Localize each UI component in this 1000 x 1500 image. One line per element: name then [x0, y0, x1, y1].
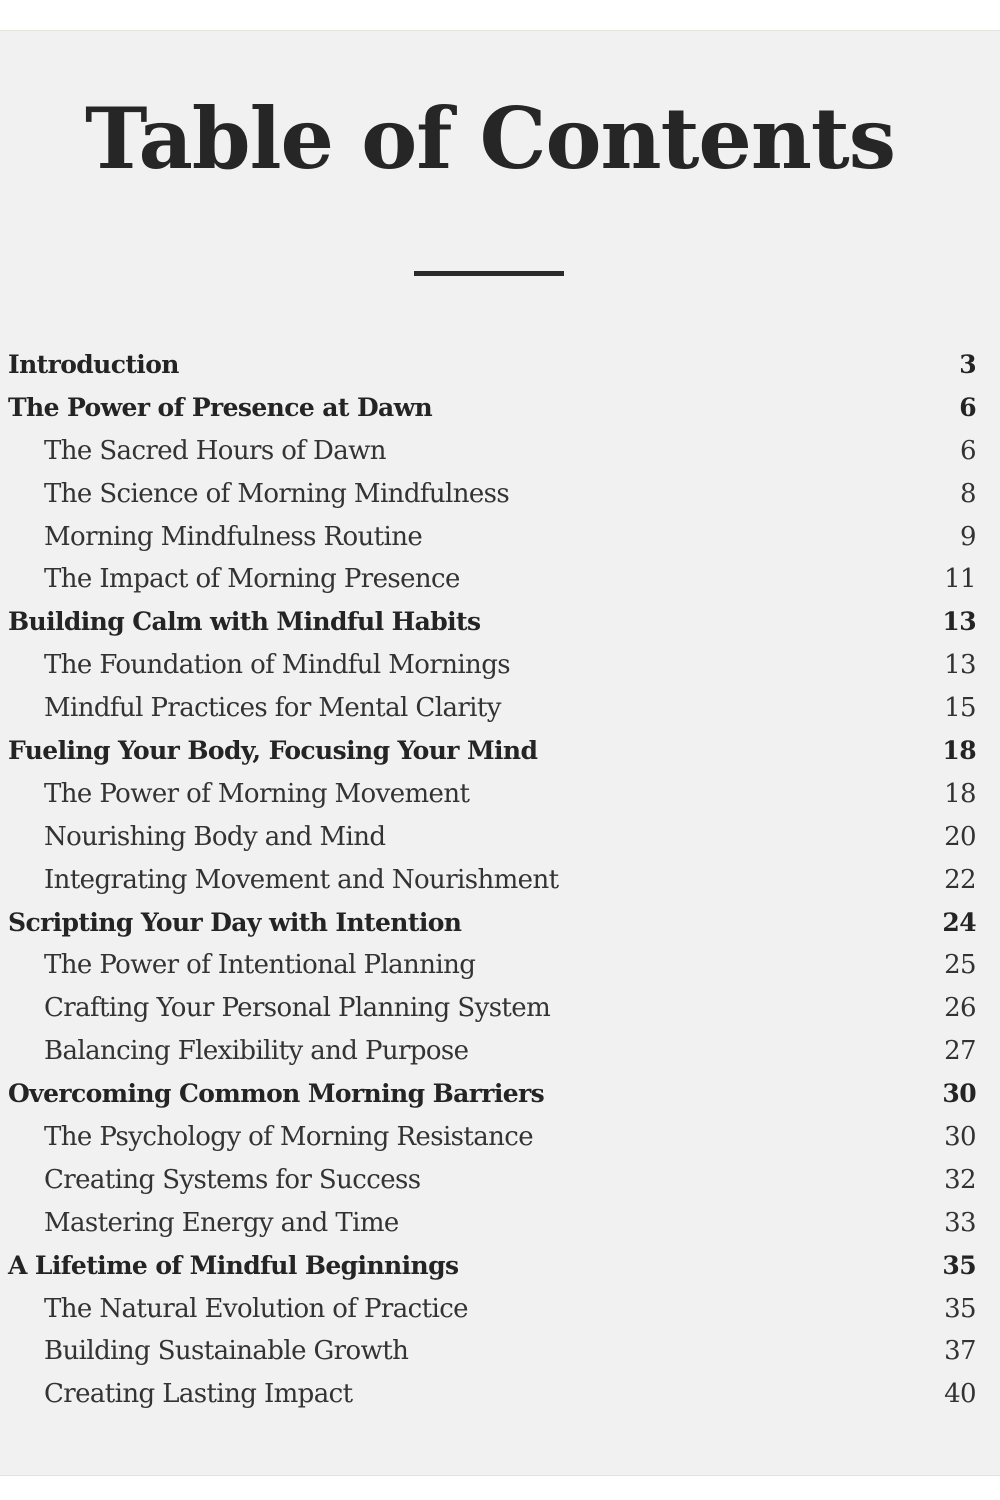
toc-chapter-entry	[8, 387, 976, 430]
toc-entry-title: A Lifetime of Mindful Beginnings	[8, 1250, 459, 1280]
toc-section-entry	[8, 944, 976, 987]
toc-section-entry	[8, 773, 976, 816]
toc-page-number: 32	[944, 1164, 976, 1195]
toc-entry-title: Integrating Movement and Nourishment	[44, 864, 559, 895]
toc-chapter-entry	[8, 601, 976, 644]
toc-section-entry	[8, 987, 976, 1030]
toc-page-number: 6	[960, 435, 976, 466]
toc-section-entry	[8, 430, 976, 473]
toc-page-number: 30	[942, 1079, 976, 1109]
toc-page-number: 8	[960, 478, 976, 509]
toc-entry-title: Introduction	[8, 350, 179, 379]
toc-page-number: 27	[944, 1036, 976, 1067]
toc-entry-title: Scripting Your Day with Intention	[8, 907, 462, 937]
toc-section-entry	[8, 1288, 976, 1331]
toc-entry-title: The Foundation of Mindful Mornings	[44, 650, 510, 681]
toc-entry-title: Morning Mindfulness Routine	[44, 521, 423, 552]
toc-entry-title: Crafting Your Personal Planning System	[44, 993, 551, 1024]
toc-section-entry	[8, 644, 976, 687]
toc-page-number: 35	[942, 1250, 976, 1280]
toc-section-entry	[8, 816, 976, 859]
toc-entry-title: Building Calm with Mindful Habits	[8, 607, 481, 637]
toc-page-number: 9	[960, 521, 976, 552]
toc-page-number: 37	[944, 1336, 976, 1367]
toc-page-number: 15	[944, 693, 976, 724]
toc-section-entry	[8, 516, 976, 559]
title-divider	[414, 271, 564, 276]
toc-section-entry	[8, 1202, 976, 1245]
toc-page-number: 33	[944, 1207, 976, 1238]
toc-chapter-entry	[8, 730, 976, 773]
toc-chapter-entry	[8, 902, 976, 945]
toc-section-entry	[8, 859, 976, 902]
toc-page-number: 35	[944, 1293, 976, 1324]
toc-entry-title: Fueling Your Body, Focusing Your Mind	[8, 736, 538, 766]
toc-entry-title: The Power of Intentional Planning	[44, 950, 476, 981]
toc-section-entry	[8, 1030, 976, 1073]
toc-list	[8, 344, 976, 1416]
toc-page-number: 22	[944, 864, 976, 895]
toc-entry-title: The Sacred Hours of Dawn	[44, 435, 386, 466]
toc-entry-title: Nourishing Body and Mind	[44, 821, 386, 852]
toc-page-number: 13	[942, 607, 976, 637]
toc-page-number: 20	[944, 821, 976, 852]
toc-page-number: 24	[942, 907, 976, 937]
toc-section-entry	[8, 473, 976, 516]
toc-page-number: 13	[944, 650, 976, 681]
toc-chapter-entry	[8, 1245, 976, 1288]
toc-entry-title: The Power of Presence at Dawn	[8, 392, 433, 422]
toc-page-number: 26	[944, 993, 976, 1024]
toc-page-number: 18	[944, 778, 976, 809]
toc-page-number: 6	[959, 392, 976, 422]
toc-section-entry	[8, 1330, 976, 1373]
toc-entry-title: The Science of Morning Mindfulness	[44, 478, 510, 509]
toc-entry-title: Balancing Flexibility and Purpose	[44, 1036, 469, 1067]
toc-entry-title: Creating Systems for Success	[44, 1164, 421, 1195]
toc-entry-title: Overcoming Common Morning Barriers	[8, 1079, 545, 1109]
toc-page-number: 3	[959, 350, 976, 379]
toc-entry-title: Building Sustainable Growth	[44, 1336, 409, 1367]
toc-entry-title: The Natural Evolution of Practice	[44, 1293, 468, 1324]
toc-page-number: 40	[944, 1379, 976, 1410]
toc-page-number: 18	[942, 736, 976, 766]
toc-section-entry	[8, 1373, 976, 1416]
toc-entry-title: Creating Lasting Impact	[44, 1379, 353, 1410]
document-page	[0, 30, 1000, 1476]
toc-section-entry	[8, 1159, 976, 1202]
toc-page-number: 30	[944, 1122, 976, 1153]
page-title: Table of Contents	[85, 89, 895, 188]
toc-section-entry	[8, 687, 976, 730]
toc-page-number: 11	[944, 564, 976, 595]
toc-chapter-entry	[8, 1073, 976, 1116]
toc-entry-title: The Power of Morning Movement	[44, 778, 470, 809]
toc-section-entry	[8, 1116, 976, 1159]
toc-entry-title: The Psychology of Morning Resistance	[44, 1122, 534, 1153]
toc-entry-title: Mindful Practices for Mental Clarity	[44, 693, 501, 724]
toc-entry-title: The Impact of Morning Presence	[44, 564, 460, 595]
toc-page-number: 25	[944, 950, 976, 981]
toc-chapter-entry	[8, 344, 976, 387]
toc-section-entry	[8, 558, 976, 601]
toc-entry-title: Mastering Energy and Time	[44, 1207, 399, 1238]
